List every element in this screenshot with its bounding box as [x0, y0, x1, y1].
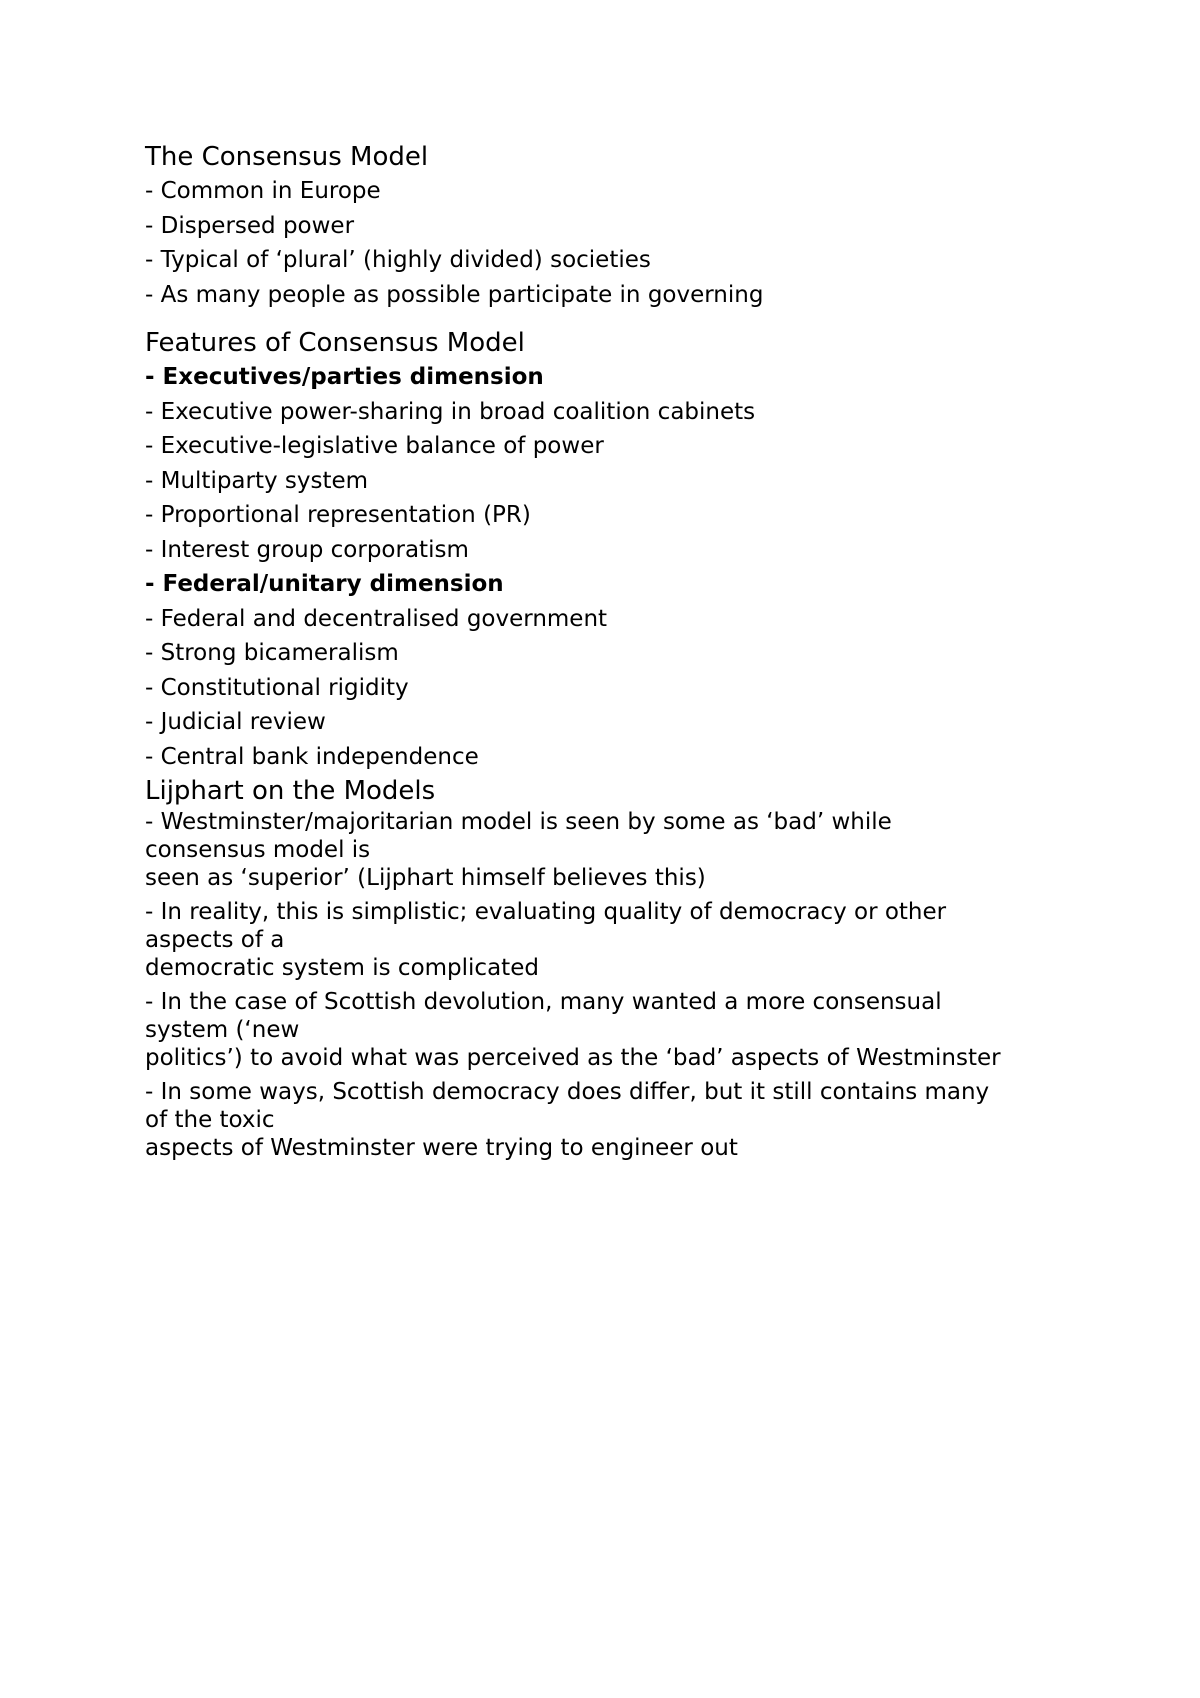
section-consensus-model	[145, 140, 1075, 312]
list-item: - Executive power-sharing in broad coalition cabinets	[145, 398, 756, 425]
subheading-item: - Federal/unitary dimension	[145, 571, 504, 597]
section-heading: Lijphart on the Models	[145, 776, 436, 806]
paragraph-line: - In reality, this is simplistic; evaluating quality of democracy or other	[145, 899, 947, 925]
paragraph-line: system (‘new	[145, 1017, 300, 1043]
paragraph	[145, 808, 1075, 892]
paragraph	[145, 1078, 1075, 1162]
paragraph-line: politics’) to avoid what was perceived as the ‘bad’ aspects of Westminster	[145, 1045, 1001, 1071]
paragraph-line: - Westminster/majoritarian model is seen by some as ‘bad’ while	[145, 809, 892, 835]
paragraph	[145, 988, 1075, 1072]
section-heading: The Consensus Model	[145, 142, 429, 172]
list-item: - Typical of ‘plural’ (highly divided) societies	[145, 247, 651, 273]
document-page	[145, 140, 1075, 1168]
list-item: - Dispersed power	[145, 212, 355, 239]
subheading-item: - Executives/parties dimension	[145, 364, 544, 390]
paragraph-line: of the toxic	[145, 1107, 275, 1133]
list-item: - Central bank independence	[145, 743, 479, 770]
list-item: - Federal and decentralised government	[145, 605, 608, 632]
paragraph-line: - In the case of Scottish devolution, many wanted a more consensual	[145, 989, 942, 1015]
paragraph-line: aspects of a	[145, 927, 285, 953]
paragraph-line: democratic system is complicated	[145, 955, 539, 981]
section-heading: Features of Consensus Model	[145, 328, 525, 358]
paragraph-line: aspects of Westminster were trying to engineer out	[145, 1135, 738, 1161]
list-item: - Executive-legislative balance of power	[145, 433, 604, 459]
paragraph-line: consensus model is	[145, 837, 371, 863]
list-item: - Multiparty system	[145, 467, 369, 494]
section-features	[145, 326, 1075, 774]
list-item: - Constitutional rigidity	[145, 674, 409, 701]
list-item: - Interest group corporatism	[145, 536, 469, 563]
paragraph-line: - In some ways, Scottish democracy does differ, but it still contains many	[145, 1079, 990, 1105]
list-item: - Proportional representation (PR)	[145, 502, 531, 528]
paragraph	[145, 898, 1075, 982]
list-item: - Strong bicameralism	[145, 640, 399, 666]
section-lijphart	[145, 774, 1075, 1162]
paragraph-line: seen as ‘superior’ (Lijphart himself believes this)	[145, 865, 706, 891]
list-item: - Common in Europe	[145, 178, 381, 204]
list-item: - Judicial review	[145, 709, 326, 735]
list-item: - As many people as possible participate in governing	[145, 281, 764, 308]
